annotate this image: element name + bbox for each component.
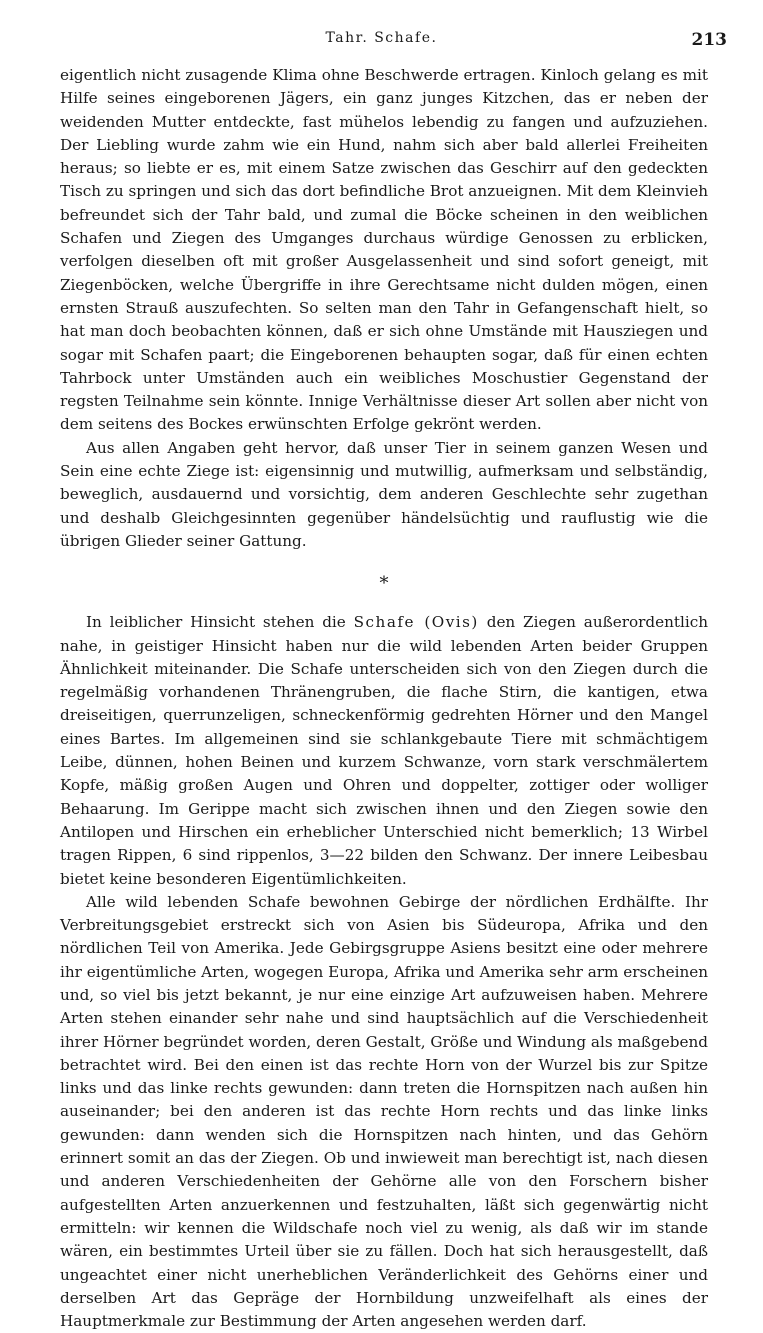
page-body (60, 64, 708, 1333)
page-number: 213 (691, 30, 727, 50)
intro-text: In leiblicher Hinsicht stehen die (86, 613, 346, 632)
intro-rest: den Ziegen außerordentlich nahe, in geistiger Hinsicht haben nur die wild lebenden Arten beider Gruppen Ähnlichkeit miteinander. Die Schafe unterscheiden sich von den Ziegen durch die regelmäßig vorhandenen Thränengruben, die flache Stirn, die kantigen, etwa dreiseitigen, querrunzeligen, schneckenförmig gedrehten Hörner und den Mangel eines Bartes. Im allgemeinen sind sie schlankgebaute Tiere mit schmächtigem Leibe, dünnen, hohen Beinen und kurzem Schwanze, vorn stark verschmälertem Kopfe, mäßig großen Augen und Ohren und doppelter, zottiger oder wolliger Behaarung. Im Gerippe macht sich zwischen ihnen und den Ziegen sowie den Antilopen und Hirschen ein erheblicher Unterschied nicht bemerklich; 13 Wirbel tragen Rippen, 6 sind rippenlos, 3—22 bilden den Schwanz. Der innere Leibesbau bietet keine besonderen Eigentümlichkeiten. (60, 613, 709, 888)
sheep-term: Schafe (Ovis) (353, 613, 479, 632)
page-header (0, 30, 763, 52)
section-separator: * (379, 573, 389, 595)
paragraph-distribution: Alle wild lebenden Schafe bewohnen Gebirge der nördlichen Erdhälfte. Ihr Verbreitungsgebiet erstreckt sich von Asien bis Südeuropa, Afrika und den nördlichen Teil von Amerika. Jede Gebirgsgruppe Asiens besitzt eine oder mehrere ihr eigentümliche Arten, wogegen Europa, Afrika und Amerika sehr arm erscheinen und, so viel bis jetzt bekannt, je nur eine einzige Art aufzuweisen haben. Mehrere Arten stehen einander sehr nahe und sind hauptsächlich auf die Verschiedenheit ihrer Hörner begründet worden, deren Gestalt, Größe und Windung als maßgebend betrachtet wird. Bei den einen ist das rechte Horn von der Wurzel bis zur Spitze links und das linke rechts gewunden: dann treten die Hornspitzen nach außen hin auseinander; bei den anderen ist das rechte Horn rechts und das linke links gewunden: dann wenden sich die Hornspitzen nach hinten, und das Gehörn erinnert somit an das der Ziegen. Ob und inwieweit man berechtigt ist, nach diesen und anderen Verschiedenheiten der Gehörne alle von den Forschern bisher aufgestellten Arten anzuerkennen und festzuhalten, läßt sich gegenwärtig nicht ermitteln: wir kennen die Wildschafe noch viel zu wenig, als daß wir im stande wären, ein bestimmtes Urteil über sie zu fällen. Doch hat sich herausgestellt, daß ungeachtet einer nicht unerheblichen Veränderlichkeit des Gehörns einer und derselben Art das Gepräge der Hornbildung unzweifelhaft als eines der Hauptmerkmale zur Bestimmung der Arten angesehen werden darf. (60, 892, 708, 1331)
paragraph-sheep-intro (60, 611, 708, 891)
paragraph-summary: Aus allen Angaben geht hervor, daß unser Tier in seinem ganzen Wesen und Sein eine echte Ziege ist: eigensinnig und mutwillig, aufmerksam und selbständig, beweglich, ausdauernd und vorsichtig, dem anderen Geschlechte sehr zugethan und deshalb Gleichgesinnten gegenüber händelsüchtig und rauflustig wie die übrigen Glieder seiner Gattung. (60, 438, 708, 550)
paragraph-continued: eigentlich nicht zusagende Klima ohne Beschwerde ertragen. Kinloch gelang es mit Hilfe seines eingeborenen Jägers, ein ganz junges Kitzchen, das er neben der weidenden Mutter entdeckte, fast mühelos lebendig zu fangen und aufzuziehen. Der Liebling wurde zahm wie ein Hund, nahm sich aber bald allerlei Freiheiten heraus; so liebte er es, mit einem Satze zwischen das Geschirr auf den gedeckten Tisch zu springen und sich das dort befindliche Brot anzueignen. Mit dem Kleinvieh befreundet sich der Tahr bald, und zumal die Böcke scheinen in den weiblichen Schafen und Ziegen des Umganges durchaus würdige Genossen zu erblicken, verfolgen dieselben oft mit großer Ausgelassenheit und sind sofort geneigt, mit Ziegenböcken, welche Übergriffe in ihre Gerechtsame nicht dulden mögen, einen ernsten Strauß auszufechten. So selten man den Tahr in Gefangenschaft hielt, so hat man doch beobachten können, daß er sich ohne Umstände mit Hausziegen und sogar mit Schafen paart; die Eingeborenen behaupten sogar, daß für einen echten Tahrbock unter Umständen auch ein weibliches Moschustier Gegenstand der regsten Teilnahme sein könnte. Innige Verhältnisse dieser Art sollen aber nicht von dem seitens des Bockes erwünschten Erfolge gekrönt werden. (60, 66, 708, 434)
running-head: Tahr. Schafe. (325, 30, 438, 46)
